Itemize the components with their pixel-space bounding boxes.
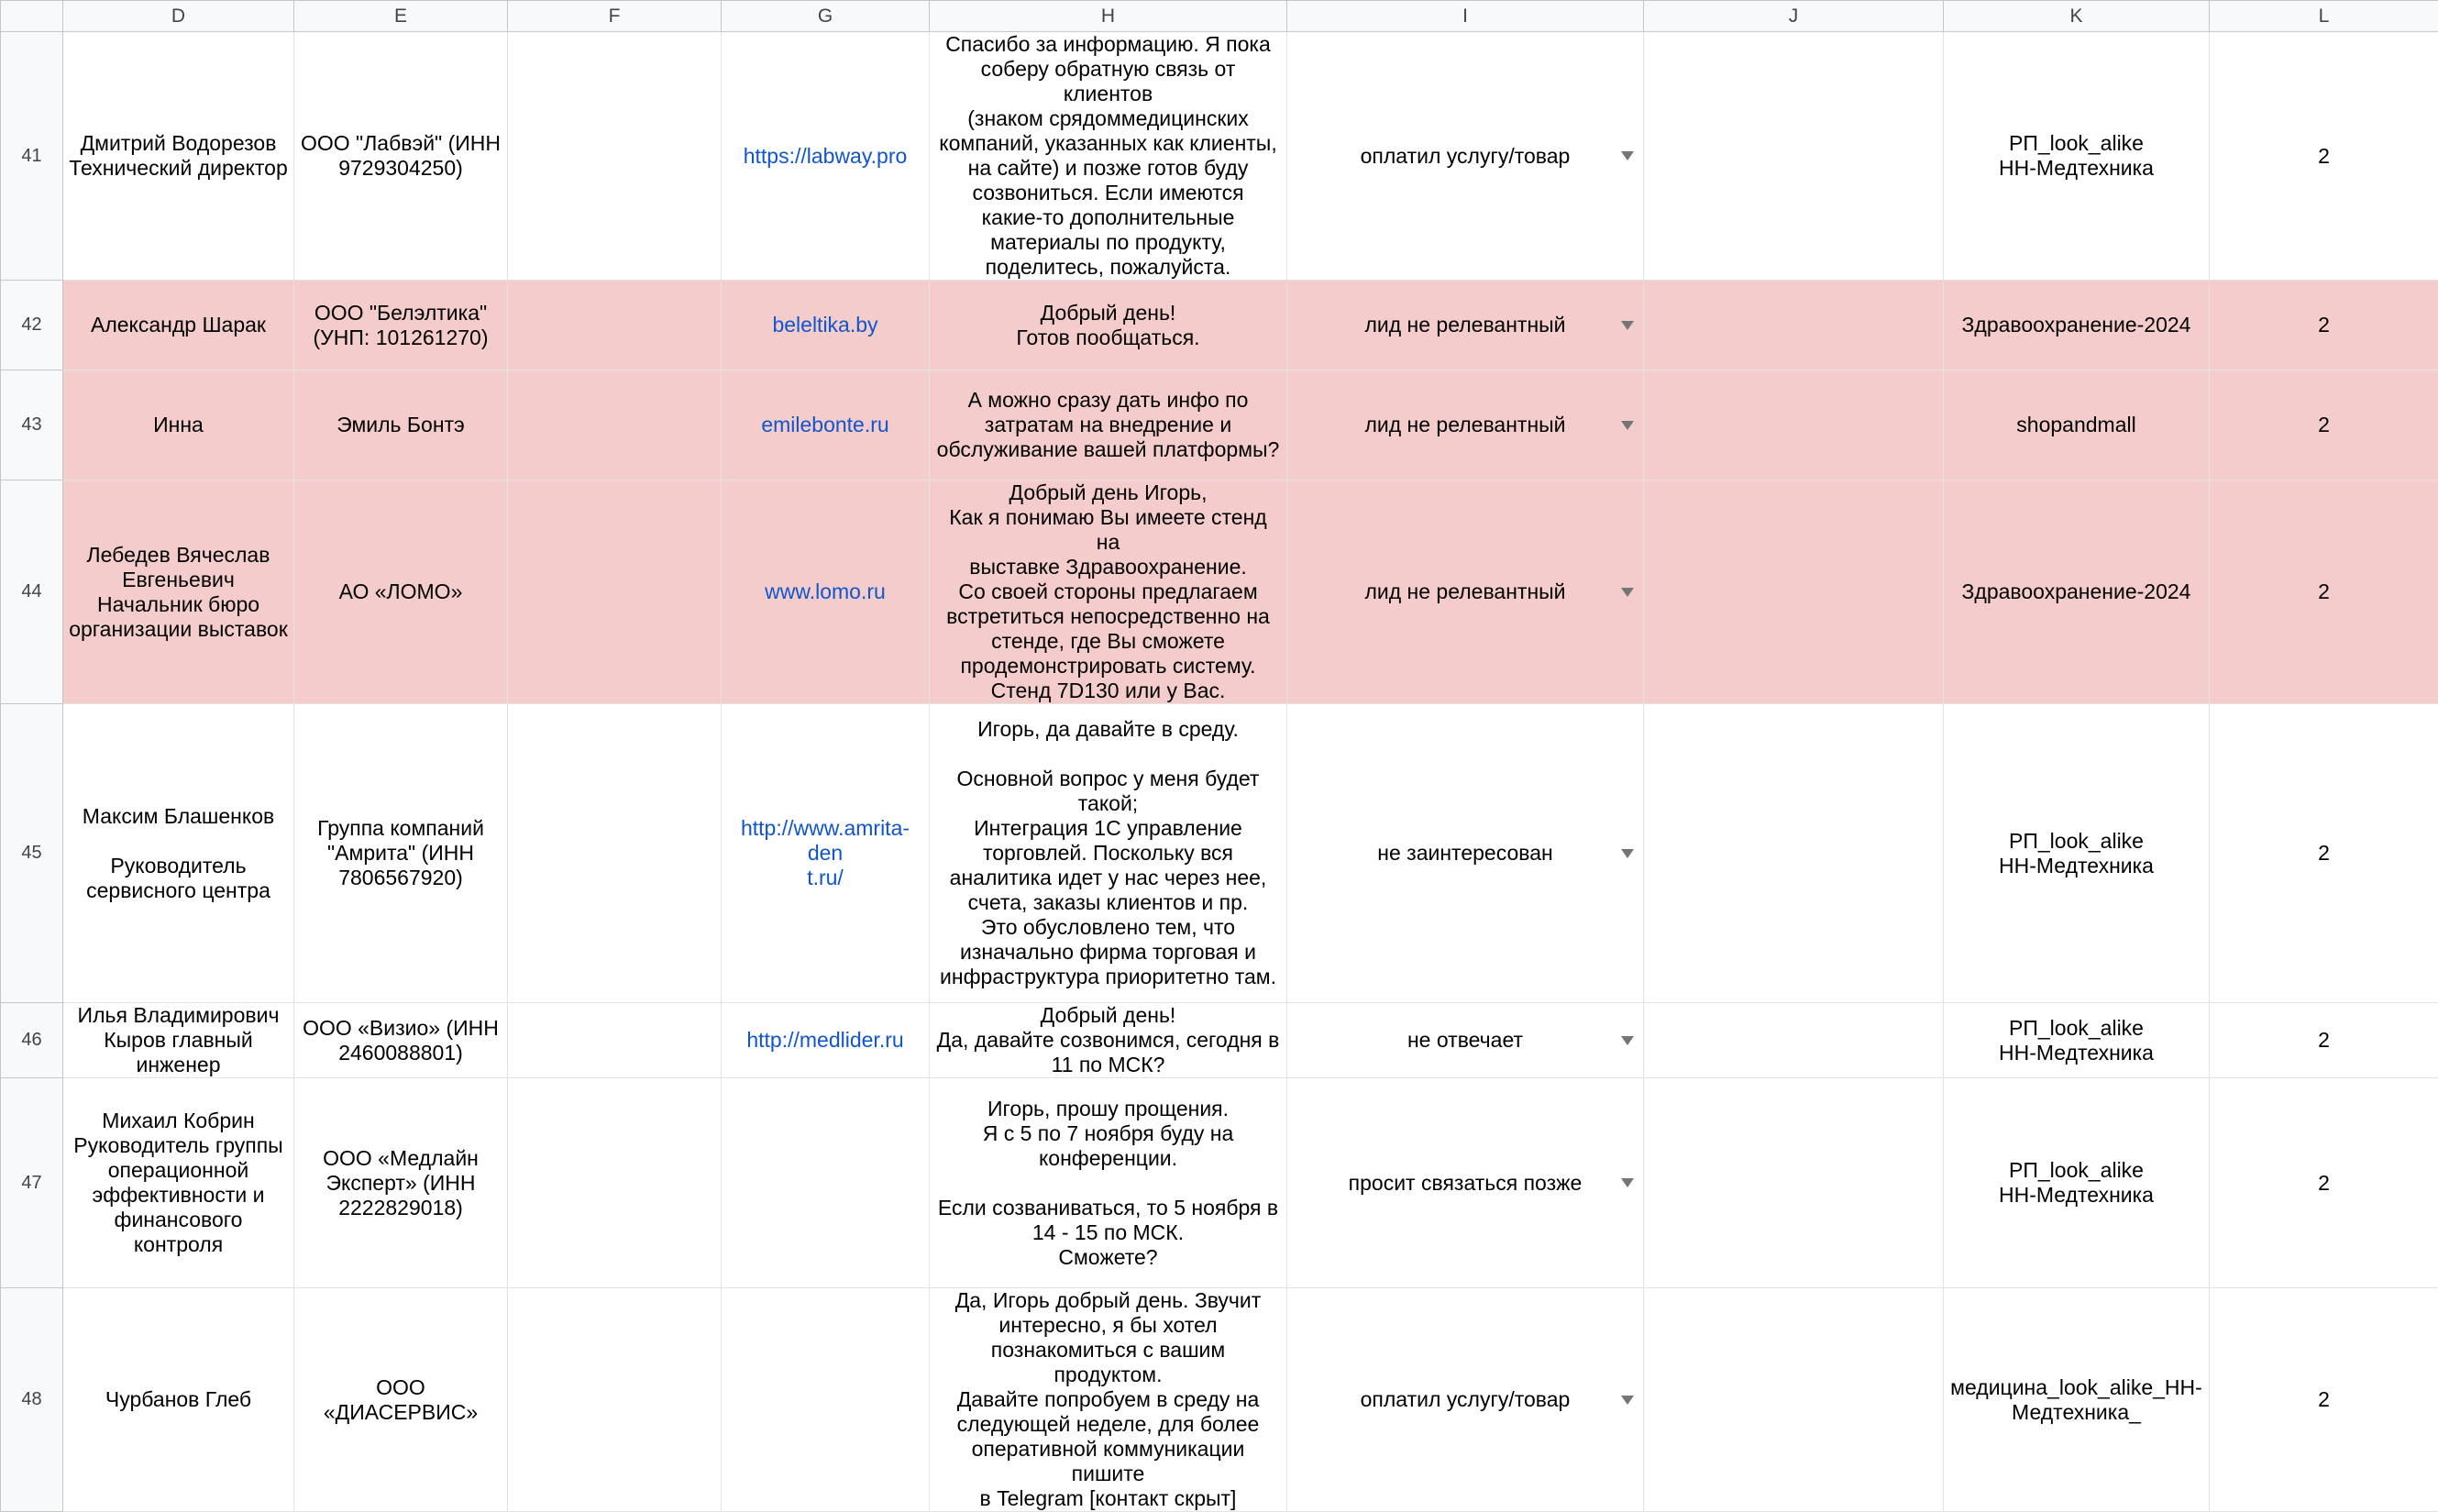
cell-g-website-link[interactable] [722,1288,930,1512]
column-header-d[interactable]: D [63,1,294,32]
cell-j[interactable] [1644,1078,1944,1288]
table-row [1,704,2438,1003]
cell-k[interactable]: РП_look_alike НН-Медтехника [1944,704,2210,1003]
dropdown-arrow-icon[interactable] [1621,321,1634,330]
cell-l[interactable]: 2 [2210,281,2438,370]
cell-k[interactable]: РП_look_alike НН-Медтехника [1944,1003,2210,1078]
status-value: не отвечает [1407,1028,1523,1053]
cell-f[interactable] [508,480,722,704]
cell-k[interactable]: РП_look_alike НН-Медтехника [1944,1078,2210,1288]
column-header-j[interactable]: J [1644,1,1944,32]
cell-h[interactable]: Игорь, прошу прощения. Я с 5 по 7 ноября буду на конференции. Если созваниваться, то 5 ноября в 14 - 15 по МСК. Сможете? [930,1078,1287,1288]
column-header-l[interactable]: L [2210,1,2438,32]
table-row [1,281,2438,370]
cell-k[interactable]: shopandmall [1944,370,2210,480]
cell-f[interactable] [508,1288,722,1512]
table-row [1,32,2438,281]
cell-d[interactable]: Михаил Кобрин Руководитель группы операционной эффективности и финансового контроля [63,1078,294,1288]
cell-h[interactable]: Добрый день! Да, давайте созвонимся, сегодня в 11 по МСК? [930,1003,1287,1078]
cell-l[interactable]: 2 [2210,32,2438,281]
column-header-e[interactable]: E [294,1,508,32]
cell-f[interactable] [508,1078,722,1288]
cell-e[interactable]: ООО «Медлайн Эксперт» (ИНН 2222829018) [294,1078,508,1288]
dropdown-arrow-icon[interactable] [1621,1396,1634,1405]
column-header-g[interactable]: G [722,1,930,32]
cell-e[interactable]: Эмиль Бонтэ [294,370,508,480]
cell-d[interactable]: Чурбанов Глеб [63,1288,294,1512]
dropdown-arrow-icon[interactable] [1621,849,1634,858]
status-value: лид не релевантный [1364,413,1565,437]
cell-g-website-link[interactable]: www.lomo.ru [722,480,930,704]
cell-l[interactable]: 2 [2210,370,2438,480]
cell-j[interactable] [1644,704,1944,1003]
cell-e[interactable]: ООО "Белэлтика" (УНП: 101261270) [294,281,508,370]
status-dropdown-cell[interactable] [1287,281,1644,370]
status-value: не заинтересован [1377,841,1552,866]
status-value: оплатил услугу/товар [1361,1387,1571,1412]
cell-d[interactable]: Инна [63,370,294,480]
cell-l[interactable]: 2 [2210,704,2438,1003]
select-all-corner[interactable] [1,1,63,32]
cell-g-website-link[interactable] [722,1078,930,1288]
cell-d[interactable]: Илья Владимирович Кыров главный инженер [63,1003,294,1078]
row-header[interactable]: 45 [1,704,63,1003]
cell-f[interactable] [508,704,722,1003]
status-dropdown-cell[interactable] [1287,370,1644,480]
cell-h[interactable]: Добрый день! Готов пообщаться. [930,281,1287,370]
row-header[interactable]: 48 [1,1288,63,1512]
cell-f[interactable] [508,32,722,281]
column-header-h[interactable]: H [930,1,1287,32]
row-header[interactable]: 44 [1,480,63,704]
cell-e[interactable]: Группа компаний "Амрита" (ИНН 7806567920) [294,704,508,1003]
table-row [1,370,2438,480]
cell-l[interactable]: 2 [2210,1078,2438,1288]
cell-d[interactable]: Лебедев Вячеслав Евгеньевич Начальник бюро организации выставок [63,480,294,704]
status-value: лид не релевантный [1364,579,1565,604]
row-header[interactable]: 41 [1,32,63,281]
dropdown-arrow-icon[interactable] [1621,421,1634,430]
column-header-k[interactable]: K [1944,1,2210,32]
cell-e[interactable]: ООО «ДИАСЕРВИС» [294,1288,508,1512]
dropdown-arrow-icon[interactable] [1621,151,1634,160]
status-dropdown-cell[interactable] [1287,480,1644,704]
status-dropdown-cell[interactable] [1287,32,1644,281]
cell-g-website-link[interactable]: https://labway.pro [722,32,930,281]
status-value: оплатил услугу/товар [1361,144,1571,169]
table-row [1,480,2438,704]
cell-d[interactable]: Максим Блашенков Руководитель сервисного центра [63,704,294,1003]
cell-j[interactable] [1644,1288,1944,1512]
cell-j[interactable] [1644,480,1944,704]
table-row [1,1078,2438,1288]
cell-j[interactable] [1644,1003,1944,1078]
row-header[interactable]: 47 [1,1078,63,1288]
cell-e[interactable]: АО «ЛОМО» [294,480,508,704]
cell-l[interactable]: 2 [2210,480,2438,704]
cell-l[interactable]: 2 [2210,1288,2438,1512]
cell-g-website-link[interactable]: emilebonte.ru [722,370,930,480]
table-row [1,1288,2438,1512]
table-row [1,1003,2438,1078]
cell-d[interactable]: Дмитрий Водорезов Технический директор [63,32,294,281]
cell-k[interactable]: медицина_look_alike_НН- Медтехника_ [1944,1288,2210,1512]
dropdown-arrow-icon[interactable] [1621,1178,1634,1187]
dropdown-arrow-icon[interactable] [1621,1036,1634,1045]
cell-f[interactable] [508,281,722,370]
status-value: лид не релевантный [1364,313,1565,337]
cell-h[interactable]: Да, Игорь добрый день. Звучит интересно, я бы хотел познакомиться с вашим продуктом. Давайте попробуем в среду на следующей неделе, для более оперативной коммуникации пишите в Telegram [контакт скрыт] [930,1288,1287,1512]
cell-g-website-link[interactable]: http://medlider.ru [722,1003,930,1078]
status-dropdown-cell[interactable] [1287,1003,1644,1078]
cell-j[interactable] [1644,32,1944,281]
cell-l[interactable]: 2 [2210,1003,2438,1078]
cell-h[interactable]: Игорь, да давайте в среду. Основной вопрос у меня будет такой; Интеграция 1С управление торговлей. Поскольку вся аналитика идет у нас через нее, счета, заказы клиентов и пр. Это обусловлено тем, что изначально фирма торговая и инфраструктура приоритетно там. [930,704,1287,1003]
column-header-f[interactable]: F [508,1,722,32]
column-header-i[interactable]: I [1287,1,1644,32]
row-header[interactable]: 42 [1,281,63,370]
dropdown-arrow-icon[interactable] [1621,588,1634,597]
row-header[interactable]: 43 [1,370,63,480]
column-header-row [1,1,2438,32]
cell-f[interactable] [508,1003,722,1078]
cell-k[interactable]: РП_look_alike НН-Медтехника [1944,32,2210,281]
cell-e[interactable]: ООО «Визио» (ИНН 2460088801) [294,1003,508,1078]
cell-h[interactable]: Добрый день Игорь, Как я понимаю Вы имеете стенд на выставке Здравоохранение. Со своей стороны предлагаем встретиться непосредственно на стенде, где Вы сможете продемонстрировать систему. Стенд 7D130 или у Вас. [930,480,1287,704]
row-header[interactable]: 46 [1,1003,63,1078]
cell-d[interactable]: Александр Шарак [63,281,294,370]
cell-h[interactable]: А можно сразу дать инфо по затратам на внедрение и обслуживание вашей платформы? [930,370,1287,480]
cell-h[interactable]: Спасибо за информацию. Я пока соберу обратную связь от клиентов (знаком срядоммедицинских компаний, указанных как клиенты, на сайте) и позже готов буду созвониться. Если имеются какие-то дополнительные материалы по продукту, поделитесь, пожалуйста. [930,32,1287,281]
status-dropdown-cell[interactable] [1287,704,1644,1003]
cell-j[interactable] [1644,370,1944,480]
cell-j[interactable] [1644,281,1944,370]
status-value: просит связаться позже [1349,1171,1583,1196]
cell-k[interactable]: Здравоохранение-2024 [1944,480,2210,704]
cell-f[interactable] [508,370,722,480]
cell-g-website-link[interactable]: http://www.amrita-den t.ru/ [722,704,930,1003]
status-dropdown-cell[interactable] [1287,1078,1644,1288]
cell-e[interactable]: ООО "Лабвэй" (ИНН 9729304250) [294,32,508,281]
cell-g-website-link[interactable]: beleltika.by [722,281,930,370]
cell-k[interactable]: Здравоохранение-2024 [1944,281,2210,370]
status-dropdown-cell[interactable] [1287,1288,1644,1512]
